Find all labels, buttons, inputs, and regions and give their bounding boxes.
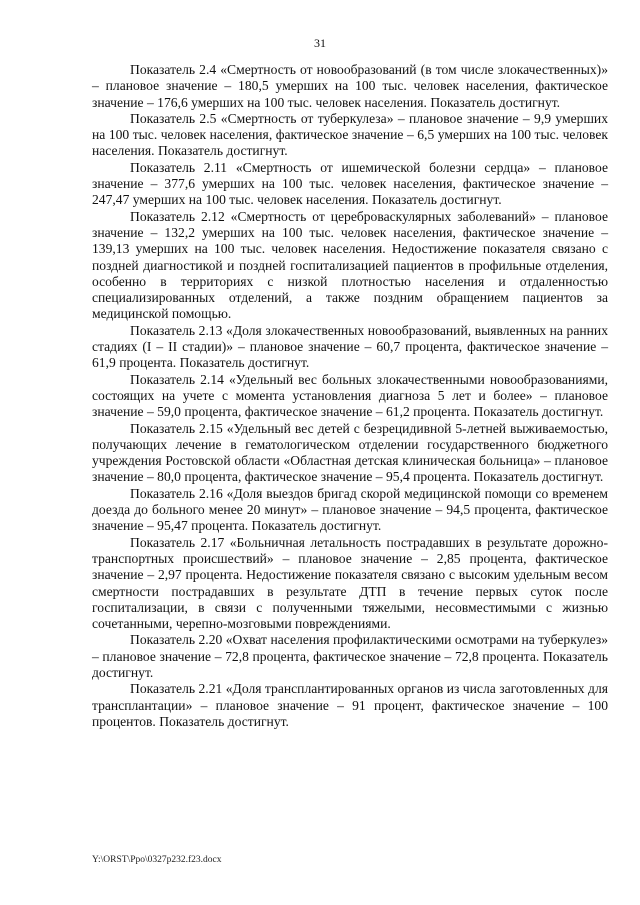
- paragraph-indicator-2-11: Показатель 2.11 «Смертность от ишемической болезни сердца» – плановое значение – 377,6 умерших на 100 тыс. человек населения, фактическое значение – 247,47 умерших на 100 тыс. человек населения. Показатель достигнут.: [92, 159, 608, 208]
- footer-file-path: Y:\ORST\Ppo\0327p232.f23.docx: [92, 855, 222, 865]
- paragraph-indicator-2-21: Показатель 2.21 «Доля трансплантированных органов из числа заготовленных для трансплантации» – плановое значение – 91 процент, фактическое значение – 100 процентов. Показатель достигнут.: [92, 681, 608, 729]
- paragraph-indicator-2-12: Показатель 2.12 «Смертность от цереброваскулярных заболеваний» – плановое значение – 132,2 умерших на 100 тыс. человек населения, фактическое значение – 139,13 умерших на 100 тыс. человек населения. Недостижение показателя связано с поздней диагностикой и поздней госпитализацией пациентов в профильные отделения, особенно в территориях с низкой плотностью населения и отдаленностью специализированных отделений, а также поздним обращением пациентов за медицинской помощью.: [92, 208, 608, 322]
- paragraph-indicator-2-5: Показатель 2.5 «Смертность от туберкулеза» – плановое значение – 9,9 умерших на 100 тыс. человек населения, фактическое значение – 6,5 умерших на 100 тыс. человек населения. Показатель достигнут.: [92, 110, 608, 159]
- paragraph-indicator-2-17: Показатель 2.17 «Больничная летальность пострадавших в результате дорожно-транспортных происшествий» – плановое значение – 2,85 процента, фактическое значение – 2,97 процента. Недостижение показателя связано с высоким удельным весом смертности пострадавших в результате ДТП в течение первых суток после госпитализации, в связи с полученными тяжелыми, несовместимыми с жизнью сочетанными, черепно-мозговыми повреждениями.: [92, 534, 608, 632]
- document-body: [92, 62, 608, 730]
- paragraph-indicator-2-16: Показатель 2.16 «Доля выездов бригад скорой медицинской помощи со временем доезда до больного менее 20 минут» – плановое значение – 94,5 процента, фактическое значение – 95,47 процента. Показатель достигнут.: [92, 485, 608, 534]
- paragraph-indicator-2-14: Показатель 2.14 «Удельный вес больных злокачественными новообразованиями, состоящих на учете с момента установления диагноза 5 лет и более» – плановое значение – 59,0 процента, фактическое значение – 61,2 процента. Показатель достигнут.: [92, 371, 608, 420]
- paragraph-indicator-2-4: Показатель 2.4 «Смертность от новообразований (в том числе злокачественных)» – плановое значение – 180,5 умерших на 100 тыс. человек населения, фактическое значение – 176,6 умерших на 100 тыс. человек населения. Показатель достигнут.: [92, 62, 608, 110]
- paragraph-indicator-2-20: Показатель 2.20 «Охват населения профилактическими осмотрами на туберкулез» – плановое значение – 72,8 процента, фактическое значение – 72,8 процента. Показатель достигнут.: [92, 632, 608, 680]
- paragraph-indicator-2-13: Показатель 2.13 «Доля злокачественных новообразований, выявленных на ранних стадиях (I – II стадии)» – плановое значение – 60,7 процента, фактическое значение – 61,9 процента. Показатель достигнут.: [92, 322, 608, 371]
- page-number: 31: [314, 36, 326, 50]
- paragraph-indicator-2-15: Показатель 2.15 «Удельный вес детей с безрецидивной 5-летней выживаемостью, получающих лечение в гематологическом отделении государственного бюджетного учреждения Ростовской области «Областная детская клиническая больница» – плановое значение – 80,0 процента, фактическое значение – 95,4 процента. Показатель достигнут.: [92, 420, 608, 485]
